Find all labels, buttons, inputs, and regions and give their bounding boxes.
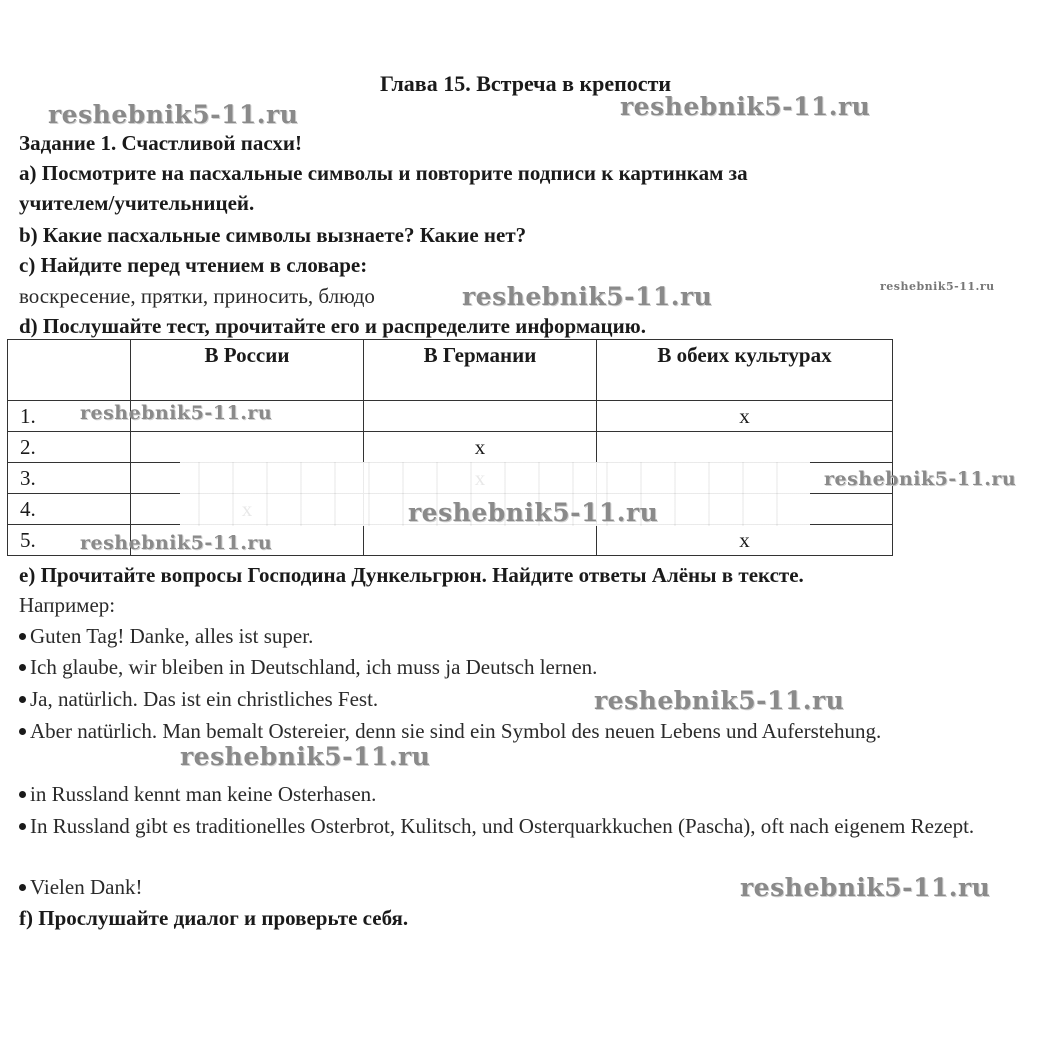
watermark: reshebnik5-11.ru	[880, 280, 995, 293]
cell-germany: x	[364, 432, 597, 463]
table-row	[8, 432, 893, 463]
cell-germany	[364, 401, 597, 432]
task-f: f) Прослушайте диалог и проверьте себя.	[19, 906, 409, 930]
answer-item: Ich glaube, wir bleiben in Deutschland, ich muss ja Deutsch lernen.	[19, 652, 1039, 682]
task-d: d) Послушайте тест, прочитайте его и распределите информацию.	[19, 314, 646, 338]
example-label: Например:	[19, 593, 116, 617]
bullet-icon	[19, 791, 26, 798]
header-russia: В России	[131, 340, 364, 401]
answer-item: Ja, natürlich. Das ist ein christliches Fest.	[19, 684, 1039, 714]
row-number: 2.	[8, 432, 131, 463]
watermark: reshebnik5-11.ru	[408, 498, 659, 527]
bullet-icon	[19, 633, 26, 640]
watermark: reshebnik5-11.ru	[180, 742, 431, 771]
bullet-icon	[19, 664, 26, 671]
cell-russia	[131, 432, 364, 463]
watermark: reshebnik5-11.ru	[620, 92, 871, 121]
bullet-icon	[19, 728, 26, 735]
bullet-icon	[19, 696, 26, 703]
cell-germany	[364, 525, 597, 556]
task-c: c) Найдите перед чтением в словаре:	[19, 253, 368, 277]
bullet-icon	[19, 884, 26, 891]
watermark: reshebnik5-11.ru	[824, 468, 1017, 490]
row-number: 3.	[8, 463, 131, 494]
task-a	[19, 158, 1039, 218]
task-b: b) Какие пасхальные символы вызнаете? Какие нет?	[19, 223, 527, 247]
task-a-line2: учителем/учительницей.	[19, 191, 255, 215]
bullet-icon	[19, 823, 26, 830]
cell-both	[597, 432, 893, 463]
watermark: reshebnik5-11.ru	[462, 282, 713, 311]
header-germany: В Германии	[364, 340, 597, 401]
task-c-words: воскресение, прятки, приносить, блюдо	[19, 284, 375, 308]
answer-item: In Russland gibt es traditionelles Osterbrot, Kulitsch, und Osterquarkkuchen (Pascha), oft nach eigenem Rezept.	[19, 811, 1039, 841]
cell-both: x	[597, 401, 893, 432]
header-empty	[8, 340, 131, 401]
row-number: 4.	[8, 494, 131, 525]
answer-item: Vielen Dank!	[19, 872, 1039, 902]
table-header-row	[8, 340, 893, 401]
task-e: e) Прочитайте вопросы Господина Дункельгрюн. Найдите ответы Алёны в тексте.	[19, 563, 804, 587]
row-number: 1.	[8, 401, 131, 432]
answer-item: in Russland kennt man keine Osterhasen.	[19, 779, 1039, 809]
watermark: reshebnik5-11.ru	[80, 402, 273, 424]
answer-item: Aber natürlich. Man bemalt Ostereier, denn sie sind ein Symbol des neuen Lebens und Auferstehung.	[19, 716, 1039, 746]
chapter-title: Глава 15. Встреча в крепости	[379, 71, 672, 96]
watermark: reshebnik5-11.ru	[740, 873, 991, 902]
header-both: В обеих культурах	[597, 340, 893, 401]
cell-both: x	[597, 525, 893, 556]
task-title: Задание 1. Счастливой пасхи!	[19, 131, 302, 155]
task-a-line1: a) Посмотрите на пасхальные символы и повторите подписи к картинкам за	[19, 161, 748, 185]
watermark: reshebnik5-11.ru	[594, 686, 845, 715]
watermark: reshebnik5-11.ru	[80, 532, 273, 554]
watermark: reshebnik5-11.ru	[48, 100, 299, 129]
row-number: 5.	[8, 525, 131, 556]
answer-item: Guten Tag! Danke, alles ist super.	[19, 621, 1039, 651]
